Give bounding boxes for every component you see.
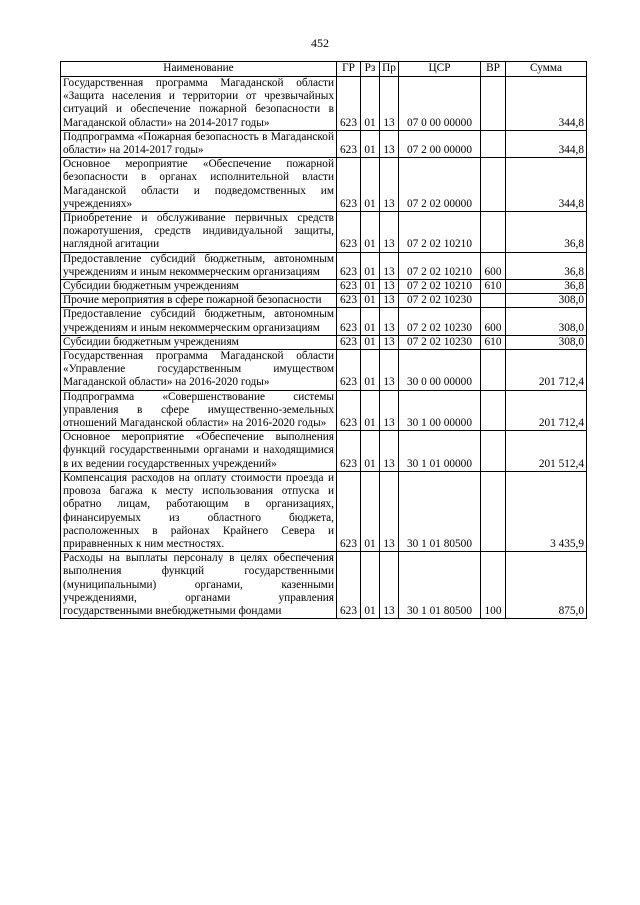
- cell-vr: 100: [481, 552, 506, 619]
- cell-rz: 01: [361, 431, 380, 472]
- cell-vr: [481, 294, 506, 308]
- cell-sum: 36,8: [506, 280, 587, 294]
- cell-vr: 600: [481, 252, 506, 279]
- cell-vr: 600: [481, 308, 506, 335]
- table-row: [61, 431, 587, 472]
- table-row: [61, 390, 587, 431]
- table-row: [61, 212, 587, 253]
- cell-rz: 01: [361, 390, 380, 431]
- table-row: [61, 350, 587, 391]
- cell-rz: 01: [361, 471, 380, 551]
- table-row: [61, 335, 587, 349]
- table-row: [61, 252, 587, 279]
- cell-pr: 13: [380, 308, 399, 335]
- cell-name: Подпрограмма «Совершенствование системы управления в сфере имущественно-земельных отношений Магаданской области» на 2016-2020 годы»: [61, 390, 337, 431]
- cell-gr: 623: [337, 294, 361, 308]
- cell-vr: 610: [481, 280, 506, 294]
- column-header-pr: Пр: [380, 62, 399, 77]
- cell-vr: [481, 350, 506, 391]
- cell-name: Приобретение и обслуживание первичных средств пожаротушения, средств индивидуальной защиты, наглядной агитации: [61, 212, 337, 253]
- cell-name: Предоставление субсидий бюджетным, автономным учреждениям и иным некоммерческим организациям: [61, 252, 337, 279]
- table-row: [61, 158, 587, 212]
- cell-gr: 623: [337, 77, 361, 131]
- cell-name: Компенсация расходов на оплату стоимости проезда и провоза багажа к месту использования отпуска и обратно лицам, работающим в организациях, финансируемых из областного бюджета, расположенных в районах Крайнего Севера и приравненных к ним местностях.: [61, 471, 337, 551]
- cell-gr: 623: [337, 212, 361, 253]
- cell-gr: 623: [337, 335, 361, 349]
- cell-rz: 01: [361, 335, 380, 349]
- cell-csr: 30 0 00 00000: [399, 350, 481, 391]
- cell-gr: 623: [337, 130, 361, 157]
- cell-name: Основное мероприятие «Обеспечение выполнения функций государственными органами и находящимися в их ведении государственных учреждений»: [61, 431, 337, 472]
- cell-sum: 344,8: [506, 130, 587, 157]
- cell-name: Прочие мероприятия в сфере пожарной безопасности: [61, 294, 337, 308]
- cell-pr: 13: [380, 350, 399, 391]
- cell-sum: 201 512,4: [506, 431, 587, 472]
- cell-gr: 623: [337, 552, 361, 619]
- cell-gr: 623: [337, 471, 361, 551]
- cell-vr: 610: [481, 335, 506, 349]
- cell-name: Государственная программа Магаданской области «Управление государственным имуществом Магаданской области» на 2016-2020 годы»: [61, 350, 337, 391]
- cell-gr: 623: [337, 280, 361, 294]
- cell-rz: 01: [361, 77, 380, 131]
- cell-csr: 07 0 00 00000: [399, 77, 481, 131]
- cell-pr: 13: [380, 77, 399, 131]
- cell-rz: 01: [361, 130, 380, 157]
- cell-csr: 30 1 01 00000: [399, 431, 481, 472]
- cell-sum: 308,0: [506, 294, 587, 308]
- cell-name: Субсидии бюджетным учреждениям: [61, 280, 337, 294]
- table-row: [61, 471, 587, 551]
- cell-rz: 01: [361, 308, 380, 335]
- cell-csr: 07 2 02 10230: [399, 294, 481, 308]
- cell-pr: 13: [380, 471, 399, 551]
- table-row: [61, 77, 587, 131]
- cell-csr: 30 1 00 00000: [399, 390, 481, 431]
- column-header-vr: ВР: [481, 62, 506, 77]
- column-header-name: Наименование: [61, 62, 337, 77]
- cell-sum: 308,0: [506, 335, 587, 349]
- cell-rz: 01: [361, 552, 380, 619]
- table-row: [61, 552, 587, 619]
- cell-gr: 623: [337, 390, 361, 431]
- cell-pr: 13: [380, 294, 399, 308]
- cell-pr: 13: [380, 280, 399, 294]
- cell-rz: 01: [361, 350, 380, 391]
- column-header-sum: Сумма: [506, 62, 587, 77]
- cell-pr: 13: [380, 552, 399, 619]
- cell-name: Расходы на выплаты персоналу в целях обеспечения выполнения функций государственными (муниципальными) органами, казенными учреждениями, органами управления государственными внебюджетными фондами: [61, 552, 337, 619]
- table-header-row: [61, 62, 587, 77]
- cell-name: Государственная программа Магаданской области «Защита населения и территории от чрезвычайных ситуаций и обеспечение пожарной безопасности в Магаданской области» на 2014-2017 годы»: [61, 77, 337, 131]
- cell-vr: [481, 471, 506, 551]
- cell-pr: 13: [380, 390, 399, 431]
- column-header-gr: ГР: [337, 62, 361, 77]
- cell-vr: [481, 130, 506, 157]
- cell-gr: 623: [337, 158, 361, 212]
- cell-pr: 13: [380, 252, 399, 279]
- cell-vr: [481, 431, 506, 472]
- cell-csr: 30 1 01 80500: [399, 471, 481, 551]
- cell-sum: 308,0: [506, 308, 587, 335]
- cell-vr: [481, 77, 506, 131]
- cell-gr: 623: [337, 350, 361, 391]
- cell-gr: 623: [337, 431, 361, 472]
- cell-gr: 623: [337, 252, 361, 279]
- cell-csr: 07 2 02 00000: [399, 158, 481, 212]
- cell-sum: 875,0: [506, 552, 587, 619]
- cell-rz: 01: [361, 212, 380, 253]
- cell-sum: 344,8: [506, 158, 587, 212]
- cell-pr: 13: [380, 158, 399, 212]
- column-header-csr: ЦСР: [399, 62, 481, 77]
- cell-csr: 07 2 02 10230: [399, 335, 481, 349]
- cell-rz: 01: [361, 252, 380, 279]
- cell-rz: 01: [361, 280, 380, 294]
- cell-sum: 3 435,9: [506, 471, 587, 551]
- table-row: [61, 130, 587, 157]
- cell-sum: 201 712,4: [506, 390, 587, 431]
- cell-pr: 13: [380, 130, 399, 157]
- cell-pr: 13: [380, 335, 399, 349]
- cell-gr: 623: [337, 308, 361, 335]
- cell-name: Предоставление субсидий бюджетным, автономным учреждениям и иным некоммерческим организациям: [61, 308, 337, 335]
- cell-name: Субсидии бюджетным учреждениям: [61, 335, 337, 349]
- cell-csr: 07 2 02 10210: [399, 280, 481, 294]
- cell-vr: [481, 158, 506, 212]
- cell-pr: 13: [380, 212, 399, 253]
- cell-csr: 07 2 02 10210: [399, 212, 481, 253]
- cell-sum: 36,8: [506, 212, 587, 253]
- cell-rz: 01: [361, 158, 380, 212]
- cell-csr: 30 1 01 80500: [399, 552, 481, 619]
- budget-table: [60, 61, 587, 619]
- cell-sum: 36,8: [506, 252, 587, 279]
- cell-vr: [481, 212, 506, 253]
- cell-vr: [481, 390, 506, 431]
- cell-rz: 01: [361, 294, 380, 308]
- cell-name: Подпрограмма «Пожарная безопасность в Магаданской области» на 2014-2017 годы»: [61, 130, 337, 157]
- table-row: [61, 308, 587, 335]
- cell-csr: 07 2 02 10230: [399, 308, 481, 335]
- cell-sum: 201 712,4: [506, 350, 587, 391]
- column-header-rz: Рз: [361, 62, 380, 77]
- cell-name: Основное мероприятие «Обеспечение пожарной безопасности в органах исполнительной власти Магаданской области и подведомственных им учреждениях»: [61, 158, 337, 212]
- cell-csr: 07 2 00 00000: [399, 130, 481, 157]
- table-row: [61, 280, 587, 294]
- cell-pr: 13: [380, 431, 399, 472]
- cell-sum: 344,8: [506, 77, 587, 131]
- page-number: 452: [311, 36, 329, 50]
- table-row: [61, 294, 587, 308]
- cell-csr: 07 2 02 10210: [399, 252, 481, 279]
